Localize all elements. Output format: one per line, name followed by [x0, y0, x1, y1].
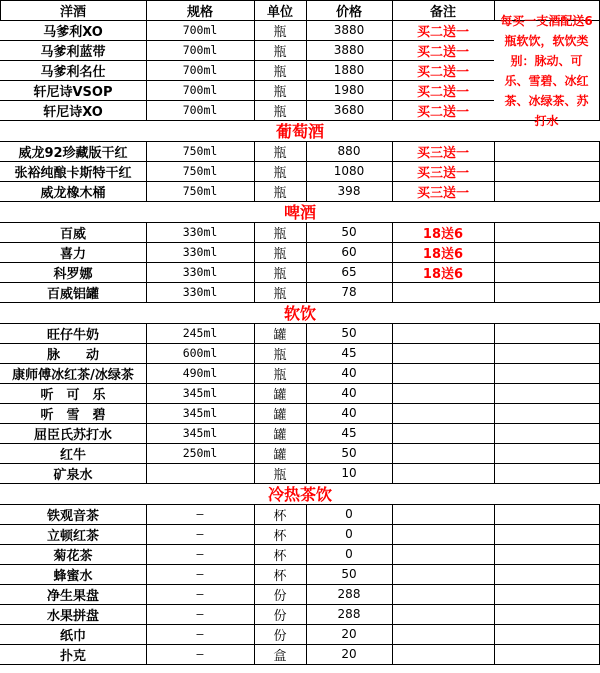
wine-item-name: 张裕纯酿卡斯特干红 [14, 165, 132, 181]
tea-item-name: 水果拼盘 [46, 608, 99, 624]
beer-item-price: 65 [341, 265, 357, 279]
tea-item-price: 0 [345, 507, 353, 521]
soft-item-unit: 瓶 [273, 347, 287, 363]
soft-item-spec: 600ml [182, 346, 218, 360]
spirits-item-spec: 700ml [182, 63, 218, 77]
soft-item-unit: 罐 [273, 387, 287, 403]
spirits-item-name: 马爹利XO [43, 24, 103, 40]
wine-item-price: 398 [337, 184, 361, 198]
soft-item-remark [392, 403, 494, 423]
spirits-promo-note: 每买一支酒配送6瓶软饮，软饮类别：脉动、可乐、雪碧、冰红茶、冰绿茶、苏打水 [494, 21, 599, 120]
beer-item-spec: 330ml [182, 245, 218, 259]
beer-item-unit: 瓶 [273, 226, 287, 242]
soft-item-price: 40 [341, 386, 357, 400]
soft-item-price: 40 [341, 366, 357, 380]
spirits-item-spec: 700ml [182, 103, 218, 117]
wine-title-heading: 葡萄酒 [275, 122, 324, 141]
spirits-item-name: 马爹利蓝带 [40, 44, 106, 60]
column-header-price: 价格 [335, 4, 362, 20]
soft-item-unit: 罐 [273, 407, 287, 423]
grid-col-line [306, 504, 307, 664]
tea-item-spec: — [196, 547, 204, 561]
tea-item-remark [392, 624, 494, 644]
beer-item-name: 百威 [59, 226, 86, 242]
beer-item-unit: 瓶 [273, 286, 287, 302]
grid-row-line [0, 664, 600, 665]
beer-item-remark: 18送6 [422, 246, 464, 262]
tea-item-price: 0 [345, 527, 353, 541]
spirits-item-unit: 瓶 [273, 44, 287, 60]
wine-item-remark: 买三送一 [416, 185, 469, 201]
beer-item-name: 喜力 [59, 246, 86, 262]
spirits-item-remark: 买二送一 [416, 24, 469, 40]
tea-item-spec: — [196, 587, 204, 601]
grid-col-line [306, 0, 307, 20]
grid-col-line [392, 0, 393, 20]
wine-item-spec: 750ml [182, 184, 218, 198]
soft-item-unit: 罐 [273, 427, 287, 443]
tea-item-name: 铁观音茶 [46, 508, 99, 524]
soft-item-remark [392, 443, 494, 463]
soft-item-price: 40 [341, 406, 357, 420]
spirits-item-name: 轩尼诗VSOP [33, 84, 113, 100]
column-header-unit: 单位 [266, 4, 293, 20]
spirits-item-spec: 700ml [182, 83, 218, 97]
grid-col-line [254, 222, 255, 302]
tea-item-unit: 份 [273, 608, 287, 624]
spirits-item-unit: 瓶 [273, 84, 287, 100]
tea-item-remark [392, 604, 494, 624]
tea-item-remark [392, 504, 494, 524]
spirits-item-price: 3880 [333, 43, 365, 57]
soft-item-name: 脉 动 [46, 347, 99, 363]
spirits-item-name: 轩尼诗XO [43, 104, 103, 120]
beer-item-unit: 瓶 [273, 246, 287, 262]
wine-item-price: 880 [337, 144, 361, 158]
grid-col-line [392, 222, 393, 302]
soft-item-price: 45 [341, 346, 357, 360]
grid-col-line [146, 222, 147, 302]
soft-item-spec: 250ml [182, 446, 218, 460]
beer-item-name: 科罗娜 [53, 266, 93, 282]
grid-col-line [494, 222, 495, 302]
beer-item-remark: 18送6 [422, 266, 464, 282]
tea-item-name: 纸巾 [59, 628, 86, 644]
tea-item-unit: 杯 [273, 528, 287, 544]
soft-item-unit: 瓶 [273, 367, 287, 383]
wine-item-unit: 瓶 [273, 145, 287, 161]
tea-item-price: 0 [345, 547, 353, 561]
tea-item-remark [392, 644, 494, 664]
column-header-remark: 备注 [429, 4, 456, 20]
tea-item-spec: — [196, 567, 204, 581]
grid-col-line [146, 504, 147, 664]
beer-item-name: 百威铝罐 [46, 286, 99, 302]
soft-item-spec [146, 463, 254, 483]
grid-col-line [146, 141, 147, 201]
tea-item-spec: — [196, 647, 204, 661]
soft-item-name: 红牛 [59, 447, 86, 463]
tea-item-price: 288 [337, 587, 361, 601]
grid-col-line [392, 20, 393, 120]
soft-title-heading: 软饮 [283, 304, 316, 323]
grid-col-line [392, 323, 393, 483]
wine-item-name: 威龙92珍藏版干红 [18, 145, 128, 161]
column-header-name: 洋酒 [59, 4, 86, 20]
tea-item-unit: 杯 [273, 568, 287, 584]
grid-col-line [254, 20, 255, 120]
spirits-item-price: 3880 [333, 23, 365, 37]
soft-item-name: 屈臣氏苏打水 [33, 427, 112, 443]
beer-title-heading: 啤酒 [283, 203, 316, 222]
tea-item-spec: — [196, 607, 204, 621]
column-header-spec: 规格 [186, 4, 213, 20]
spirits-item-unit: 瓶 [273, 24, 287, 40]
grid-col-line [254, 504, 255, 664]
soft-item-spec: 345ml [182, 406, 218, 420]
tea-item-price: 20 [341, 627, 357, 641]
wine-item-unit: 瓶 [273, 185, 287, 201]
soft-item-name: 听 可 乐 [40, 387, 106, 403]
soft-item-price: 50 [341, 446, 357, 460]
tea-item-spec: — [196, 507, 204, 521]
soft-item-remark [392, 383, 494, 403]
beer-item-price: 50 [341, 225, 357, 239]
soft-item-spec: 345ml [182, 386, 218, 400]
tea-item-unit: 份 [273, 628, 287, 644]
soft-item-name: 康师傅冰红茶/冰绿茶 [12, 367, 134, 383]
tea-item-name: 立顿红茶 [46, 528, 99, 544]
tea-item-name: 蜂蜜水 [53, 568, 93, 584]
spirits-item-name: 马爹利名仕 [40, 64, 106, 80]
grid-row-line [0, 0, 600, 1]
soft-item-unit: 罐 [273, 327, 287, 343]
spirits-item-unit: 瓶 [273, 64, 287, 80]
grid-col-line [146, 20, 147, 120]
grid-col-line [254, 141, 255, 201]
wine-item-remark: 买三送一 [416, 165, 469, 181]
beer-item-unit: 瓶 [273, 266, 287, 282]
tea-item-unit: 盒 [273, 648, 287, 664]
tea-item-name: 菊花茶 [53, 548, 93, 564]
soft-item-spec: 490ml [182, 366, 218, 380]
soft-item-name: 听 雪 碧 [40, 407, 106, 423]
tea-item-unit: 杯 [273, 508, 287, 524]
soft-item-remark [392, 323, 494, 343]
tea-item-remark [392, 584, 494, 604]
wine-item-name: 威龙橡木桶 [40, 185, 106, 201]
soft-item-spec: 345ml [182, 426, 218, 440]
grid-col-line [392, 141, 393, 201]
spirits-item-spec: 700ml [182, 43, 218, 57]
grid-col-line [146, 0, 147, 20]
spirits-item-remark: 买二送一 [416, 84, 469, 100]
spirits-item-remark: 买二送一 [416, 104, 469, 120]
grid-col-line [254, 0, 255, 20]
soft-item-name: 旺仔牛奶 [46, 327, 99, 343]
tea-item-spec: — [196, 627, 204, 641]
spirits-item-spec: 700ml [182, 23, 218, 37]
soft-item-name: 矿泉水 [53, 467, 93, 483]
beer-item-remark: 18送6 [422, 226, 464, 242]
soft-item-unit: 瓶 [273, 467, 287, 483]
tea-item-unit: 份 [273, 588, 287, 604]
spirits-item-price: 1980 [333, 83, 365, 97]
soft-item-price: 10 [341, 466, 357, 480]
tea-item-price: 50 [341, 567, 357, 581]
beer-item-price: 78 [341, 285, 357, 299]
soft-item-unit: 罐 [273, 447, 287, 463]
spirits-item-remark: 买二送一 [416, 44, 469, 60]
soft-item-spec: 245ml [182, 326, 218, 340]
soft-item-price: 50 [341, 326, 357, 340]
grid-col-line [306, 323, 307, 483]
grid-col-line [306, 141, 307, 201]
tea-title-heading: 冷热茶饮 [267, 485, 332, 504]
grid-col-line [494, 0, 495, 20]
beer-item-remark [392, 282, 494, 302]
tea-item-price: 20 [341, 647, 357, 661]
wine-item-spec: 750ml [182, 164, 218, 178]
tea-item-remark [392, 524, 494, 544]
tea-item-remark [392, 544, 494, 564]
soft-item-remark [392, 463, 494, 483]
beer-item-price: 60 [341, 245, 357, 259]
grid-col-line [146, 323, 147, 483]
beer-item-spec: 330ml [182, 265, 218, 279]
grid-col-line [254, 323, 255, 483]
wine-item-spec: 750ml [182, 144, 218, 158]
wine-item-remark: 买三送一 [416, 145, 469, 161]
soft-item-remark [392, 343, 494, 363]
grid-col-line [306, 20, 307, 120]
tea-item-unit: 杯 [273, 548, 287, 564]
spirits-item-price: 1880 [333, 63, 365, 77]
grid-col-line [494, 504, 495, 664]
soft-item-remark [392, 423, 494, 443]
tea-item-spec: — [196, 527, 204, 541]
tea-item-name: 净生果盘 [46, 588, 99, 604]
tea-item-name: 扑克 [59, 648, 86, 664]
beer-item-spec: 330ml [182, 285, 218, 299]
spirits-item-unit: 瓶 [273, 104, 287, 120]
spirits-item-remark: 买二送一 [416, 64, 469, 80]
spirits-item-price: 3680 [333, 103, 365, 117]
grid-col-line [392, 504, 393, 664]
beer-item-spec: 330ml [182, 225, 218, 239]
soft-item-remark [392, 363, 494, 383]
grid-col-line [494, 141, 495, 201]
wine-item-unit: 瓶 [273, 165, 287, 181]
tea-item-remark [392, 564, 494, 584]
soft-item-price: 45 [341, 426, 357, 440]
grid-col-line [306, 222, 307, 302]
tea-item-price: 288 [337, 607, 361, 621]
grid-col-line [0, 0, 1, 20]
grid-col-line [494, 323, 495, 483]
wine-item-price: 1080 [333, 164, 365, 178]
